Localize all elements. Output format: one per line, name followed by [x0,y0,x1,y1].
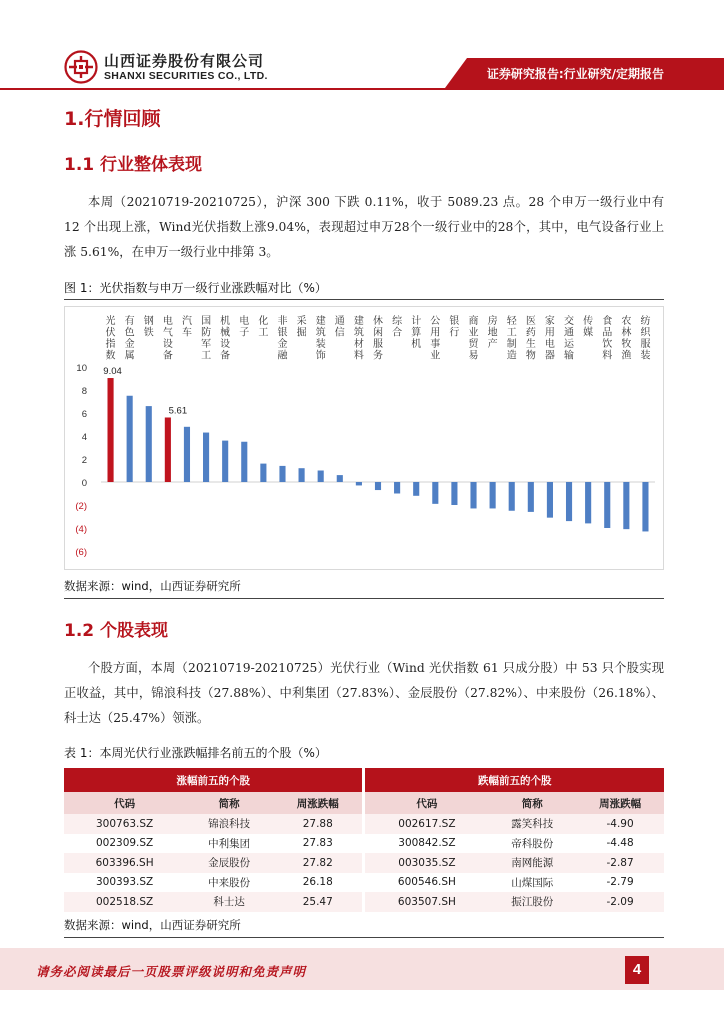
x-tick-label: 建筑装饰 [315,316,326,362]
bar-chart [64,306,664,570]
x-tick-label: 房地产 [487,316,498,350]
bar [566,482,572,521]
bar [375,482,381,490]
caption-rule [64,299,664,300]
up-change: 26.18 [273,873,364,893]
bar [490,482,496,508]
company-logo-icon [64,50,98,84]
table-row [64,892,664,912]
bar [107,378,113,482]
up-name: 金辰股份 [185,853,273,873]
up-change: 27.83 [273,834,364,854]
x-tick-label: 光伏指数 [105,316,116,362]
data-label: 5.61 [168,405,188,417]
x-tick-label: 非银金融 [277,316,288,362]
figure-source: 数据来源：wind，山西证券研究所 [64,579,241,593]
bar [279,466,285,482]
group-down-header: 跌幅前五的个股 [364,768,664,792]
down-name: 山煤国际 [488,873,576,893]
company-name-cn: 山西证券股份有限公司 [104,52,265,70]
bar [356,482,362,485]
paragraph-stocks: 个股方面，本周（20210719-20210725）光伏行业（Wind 光伏指数 61 只成分股）中 53 只个股实现正收益，其中，锦浪科技（27.88%）、中利集团（27.83%）、金辰股份（27.82%）、中来股份（26.18%）、科士达（25.47%）领涨。 [64,661,664,725]
company-name-en: SHANXI SECURITIES CO., LTD. [104,70,268,82]
x-tick-label: 银行 [449,316,460,339]
y-tick-label: (6) [75,547,87,558]
down-code: 002617.SZ [364,814,488,834]
down-change: -4.90 [576,814,664,834]
bar [585,482,591,523]
section-title: 1.行情回顾 [64,108,161,130]
bar-chart-svg [65,307,665,571]
bar [413,482,419,496]
x-tick-label: 家用电器 [544,316,555,362]
table-row [64,814,664,834]
table-source: 数据来源：wind，山西证券研究所 [64,918,241,932]
bar [509,482,515,511]
bar [604,482,610,528]
col-code-header: 代码 [64,792,185,814]
bar [337,475,343,482]
bar [222,441,228,482]
table-source-rule [64,937,664,938]
bar [299,468,305,482]
up-name: 中利集团 [185,834,273,854]
x-tick-label: 休闲服务 [373,316,383,362]
bar [451,482,457,505]
up-code: 002309.SZ [64,834,185,854]
bar [318,471,324,483]
bar [547,482,553,518]
up-name: 锦浪科技 [185,814,273,834]
up-code: 300763.SZ [64,814,185,834]
down-change: -2.87 [576,853,664,873]
down-code: 603507.SH [364,892,488,912]
bar [184,427,190,482]
data-label: 9.04 [103,366,122,378]
source-rule [64,598,664,599]
bar [203,433,209,482]
x-tick-label: 有色金属 [124,316,135,362]
bar [127,396,133,482]
x-tick-label: 纺织服装 [640,316,651,362]
up-name: 科士达 [185,892,273,912]
up-name: 中来股份 [185,873,273,893]
table-row [64,834,664,854]
x-tick-label: 汽车 [181,316,192,339]
col-change-header: 周涨跌幅 [576,792,664,814]
down-change: -2.79 [576,873,664,893]
x-tick-label: 钢铁 [143,316,154,339]
group-up-header: 涨幅前五的个股 [64,768,364,792]
down-code: 003035.SZ [364,853,488,873]
table-group-header [64,768,664,792]
subsection-title-stocks: 1.2 个股表现 [64,621,169,641]
up-change: 25.47 [273,892,364,912]
bar [623,482,629,529]
footer-disclaimer: 请务必阅读最后一页股票评级说明和免责声明 [36,964,307,979]
up-code: 603396.SH [64,853,185,873]
x-tick-label: 轻工制造 [506,316,517,362]
header-divider [0,88,724,90]
x-tick-label: 通信 [334,316,345,339]
down-code: 300842.SZ [364,834,488,854]
y-tick-label: 6 [81,409,87,420]
y-tick-label: (4) [75,524,87,535]
up-change: 27.82 [273,853,364,873]
figure-caption: 图 1：光伏指数与申万一级行业涨跌幅对比（%） [64,281,327,295]
x-tick-label: 综合 [392,316,403,339]
col-name-header: 简称 [488,792,576,814]
x-tick-label: 农林牧渔 [621,316,632,362]
down-name: 振江股份 [488,892,576,912]
x-tick-label: 国防军工 [201,316,212,362]
x-tick-label: 建筑材料 [353,316,364,362]
up-change: 27.88 [273,814,364,834]
col-code-header: 代码 [364,792,488,814]
bar [394,482,400,494]
y-tick-label: 8 [81,386,87,397]
table-column-header [64,792,664,814]
x-tick-label: 医药生物 [525,316,536,362]
bar [528,482,534,512]
report-type: 证券研究报告:行业研究/定期报告 [486,67,664,81]
x-tick-label: 公用事业 [430,316,441,362]
bar [165,417,171,482]
x-tick-label: 计算机 [411,316,422,350]
table-row [64,873,664,893]
y-tick-label: 10 [76,363,87,374]
down-code: 600546.SH [364,873,488,893]
x-tick-label: 电子 [239,316,250,339]
x-tick-label: 商业贸易 [468,316,479,362]
top-movers-table [64,768,664,912]
down-name: 南网能源 [488,853,576,873]
down-change: -4.48 [576,834,664,854]
page-number: 4 [625,956,649,984]
bar [432,482,438,504]
x-tick-label: 食品饮料 [602,316,613,362]
up-code: 300393.SZ [64,873,185,893]
bar [241,442,247,482]
bar [146,406,152,482]
paragraph-industry: 本周（20210719-20210725），沪深 300 下跌 0.11%，收于 5089.23 点。28 个申万一级行业中有 12 个出现上涨，Wind光伏指数上涨9.04%，表现超过申万28个一级行业中的28个，其中，电气设备行业上涨 5.61%，在申万一级行业中排第 3。 [64,195,664,259]
table-row [64,853,664,873]
x-tick-label: 传媒 [583,316,594,339]
col-name-header: 简称 [185,792,273,814]
subsection-title-industry: 1.1 行业整体表现 [64,155,203,175]
y-tick-label: 2 [81,455,87,466]
x-tick-label: 采掘 [296,316,307,339]
y-tick-label: 0 [81,478,87,489]
y-tick-label: 4 [81,432,87,443]
bar [470,482,476,508]
down-change: -2.09 [576,892,664,912]
down-name: 帝科股份 [488,834,576,854]
table-caption: 表 1：本周光伏行业涨跌幅排名前五的个股（%） [64,746,327,760]
bar [642,482,648,531]
down-name: 露笑科技 [488,814,576,834]
page-header [0,0,724,88]
x-tick-label: 机械设备 [220,316,231,362]
bar [260,464,266,482]
x-tick-label: 电气设备 [162,316,173,362]
x-tick-label: 化工 [258,316,269,339]
x-tick-label: 交通运输 [564,316,575,362]
col-change-header: 周涨跌幅 [273,792,364,814]
up-code: 002518.SZ [64,892,185,912]
y-tick-label: (2) [75,501,87,512]
